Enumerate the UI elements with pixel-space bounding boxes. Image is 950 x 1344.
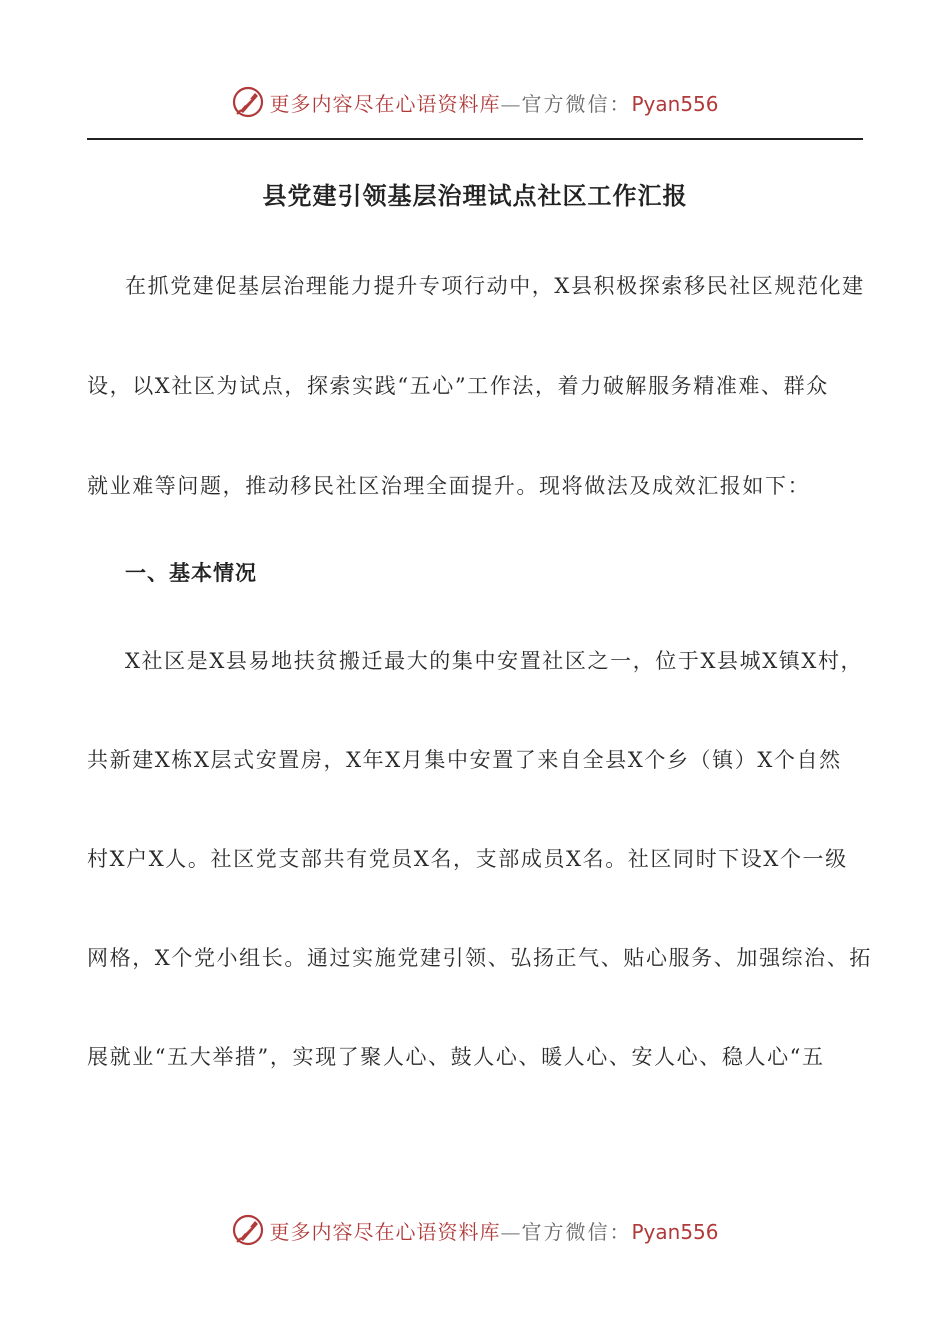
intro-line: 设，以X社区为试点，探索实践“五心”工作法，着力破解服务精准难、群众 bbox=[87, 374, 829, 398]
watermark-site-text: 更多内容尽在心语资料库 bbox=[269, 91, 501, 116]
watermark-site-text: 更多内容尽在心语资料库 bbox=[269, 1219, 501, 1244]
section-line: X社区是X县易地扶贫搬迁最大的集中安置社区之一，位于X县城X镇X村， bbox=[125, 649, 864, 673]
intro-line: 在抓党建促基层治理能力提升专项行动中，X县积极探索移民社区规范化建 bbox=[125, 274, 865, 298]
document-title: 县党建引领基层治理试点社区工作汇报 bbox=[262, 182, 688, 210]
section-line: 共新建X栋X层式安置房，X年X月集中安置了来自全县X个乡（镇）X个自然 bbox=[87, 748, 842, 772]
watermark-separator: — bbox=[500, 1219, 522, 1244]
watermark-wechat-label: 官方微信： bbox=[521, 91, 632, 116]
header-divider bbox=[87, 138, 863, 140]
section-line: 网格，X个党小组长。通过实施党建引领、弘扬正气、贴心服务、加强综治、拓 bbox=[87, 946, 872, 970]
section-line: 村X户X人。社区党支部共有党员X名，支部成员X名。社区同时下设X个一级 bbox=[87, 847, 848, 871]
watermark-wechat-account: Pyan556 bbox=[631, 1219, 719, 1244]
intro-line: 就业难等问题，推动移民社区治理全面提升。现将做法及成效汇报如下： bbox=[87, 474, 811, 498]
watermark-text bbox=[269, 1216, 718, 1245]
footer-watermark bbox=[0, 1210, 950, 1250]
watermark-separator: — bbox=[500, 91, 522, 116]
section-heading: 一、基本情况 bbox=[125, 561, 257, 585]
watermark-text bbox=[269, 88, 718, 117]
quill-pen-logo-icon bbox=[231, 1213, 265, 1247]
quill-pen-logo-icon bbox=[231, 85, 265, 119]
section-line: 展就业“五大举措”，实现了聚人心、鼓人心、暖人心、安人心、稳人心“五 bbox=[87, 1045, 825, 1069]
watermark-wechat-account: Pyan556 bbox=[631, 91, 719, 116]
header-watermark bbox=[0, 82, 950, 122]
watermark-wechat-label: 官方微信： bbox=[521, 1219, 632, 1244]
